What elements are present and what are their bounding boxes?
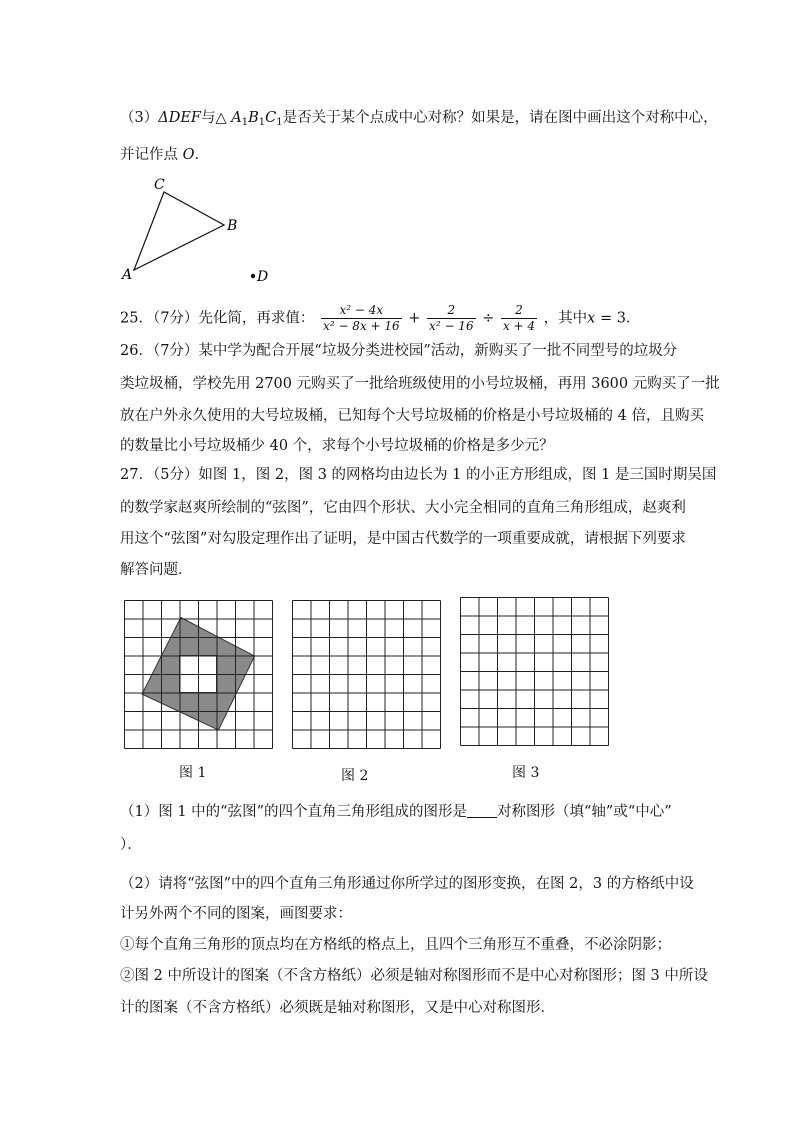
triangle-figure [110, 172, 280, 287]
figure-3-caption: 图 3 [512, 765, 540, 781]
q26-line3: 放在户外永久使用的大号垃圾桶，已知每个大号垃圾桶的价格是小号垃圾桶的 4 倍，且购买 [120, 408, 704, 424]
figure-2-grid [292, 600, 442, 750]
q24-part3-line1: （3）ΔDEF与△ $A_1B_1C_1$是否关于某个点成中心对称？如果是，请在图中画出这个对称中心， [120, 110, 718, 128]
grid-lines-1 [125, 601, 273, 749]
fraction-2: $\frac{2}{\text{x² − 16}}$ [429, 303, 474, 333]
q27-part1-line2: ）． [120, 837, 142, 853]
figure-3-grid [460, 597, 610, 747]
q25-line: 25．（7分）先化简，再求值： $\frac{\text{x² − 4x}}{\text{x² − 8x + 16}}$ + $\frac{2}{\text{x² − 16}}$ ÷ $\frac{2}{x + 4}$ ，其中x = 3． [120, 303, 641, 333]
q27-part1-line1: （1）图 1 中的“弦图”的四个直角三角形组成的图形是 对称图形（填“轴”或“中心” [120, 804, 672, 820]
q26-line4: 的数量比小号垃圾桶少 40 个，求每个小号垃圾桶的价格是多少元？ [120, 438, 554, 454]
q27-line1: 27．（5分）如图 1，图 2，图 3 的网格均由边长为 1 的小正方形组成，图 1 是三国时期吴国 [120, 467, 717, 483]
q27-part2-req3: 计的图案（不含方格纸）必须既是轴对称图形，又是中心对称图形． [120, 1000, 555, 1016]
q27-part2-req2: ②图 2 中所设计的图案（不含方格纸）必须是轴对称图形而不是中心对称图形；图 3 中所设 [120, 968, 708, 984]
answer-blank[interactable] [467, 803, 497, 818]
q26-line1: 26．（7分）某中学为配合开展“垃圾分类进校园”活动，新购买了一批不同型号的垃圾分 [120, 343, 678, 359]
vertex-label-a: A [122, 267, 133, 283]
figure-1-caption: 图 1 [179, 765, 207, 781]
triangle-abc [134, 192, 224, 270]
q27-line2: 的数学家赵爽所绘制的“弦图”，它由四个形状、大小完全相同的直角三角形组成，赵爽利 [120, 500, 686, 516]
q24-part3-line2: 并记作点 O． [120, 147, 209, 163]
point-d-dot [251, 274, 255, 278]
q27-line3: 用这个“弦图”对勾股定理作出了证明，是中国古代数学的一项重要成就，请根据下列要求 [120, 531, 686, 547]
vertex-label-c: C [154, 177, 165, 193]
point-label-d: D [257, 269, 269, 285]
fraction-1: $\frac{\text{x² − 4x}}{\text{x² − 8x + 16}}$ [323, 303, 400, 333]
figure-1-grid [124, 600, 274, 750]
fraction-3: $\frac{2}{x + 4}$ [502, 303, 536, 333]
q27-part2-req1: ①每个直角三角形的顶点均在方格纸的格点上，且四个三角形互不重叠，不必涂阴影； [120, 937, 671, 953]
grid-lines-2 [293, 601, 441, 749]
q27-part2-line2: 计另外两个不同的图案，画图要求： [120, 906, 352, 922]
q27-part2-line1: （2）请将“弦图”中的四个直角三角形通过你所学过的图形变换，在图 2，3 的方格纸中设 [120, 876, 694, 892]
grid-lines-3 [461, 598, 609, 746]
q26-line2: 类垃圾桶，学校先用 2700 元购买了一批给班级使用的小号垃圾桶，再用 3600 元购买了一批 [120, 376, 720, 392]
figure-2-caption: 图 2 [341, 768, 369, 784]
q27-line4: 解答问题． [120, 562, 193, 578]
vertex-label-b: B [227, 218, 238, 234]
